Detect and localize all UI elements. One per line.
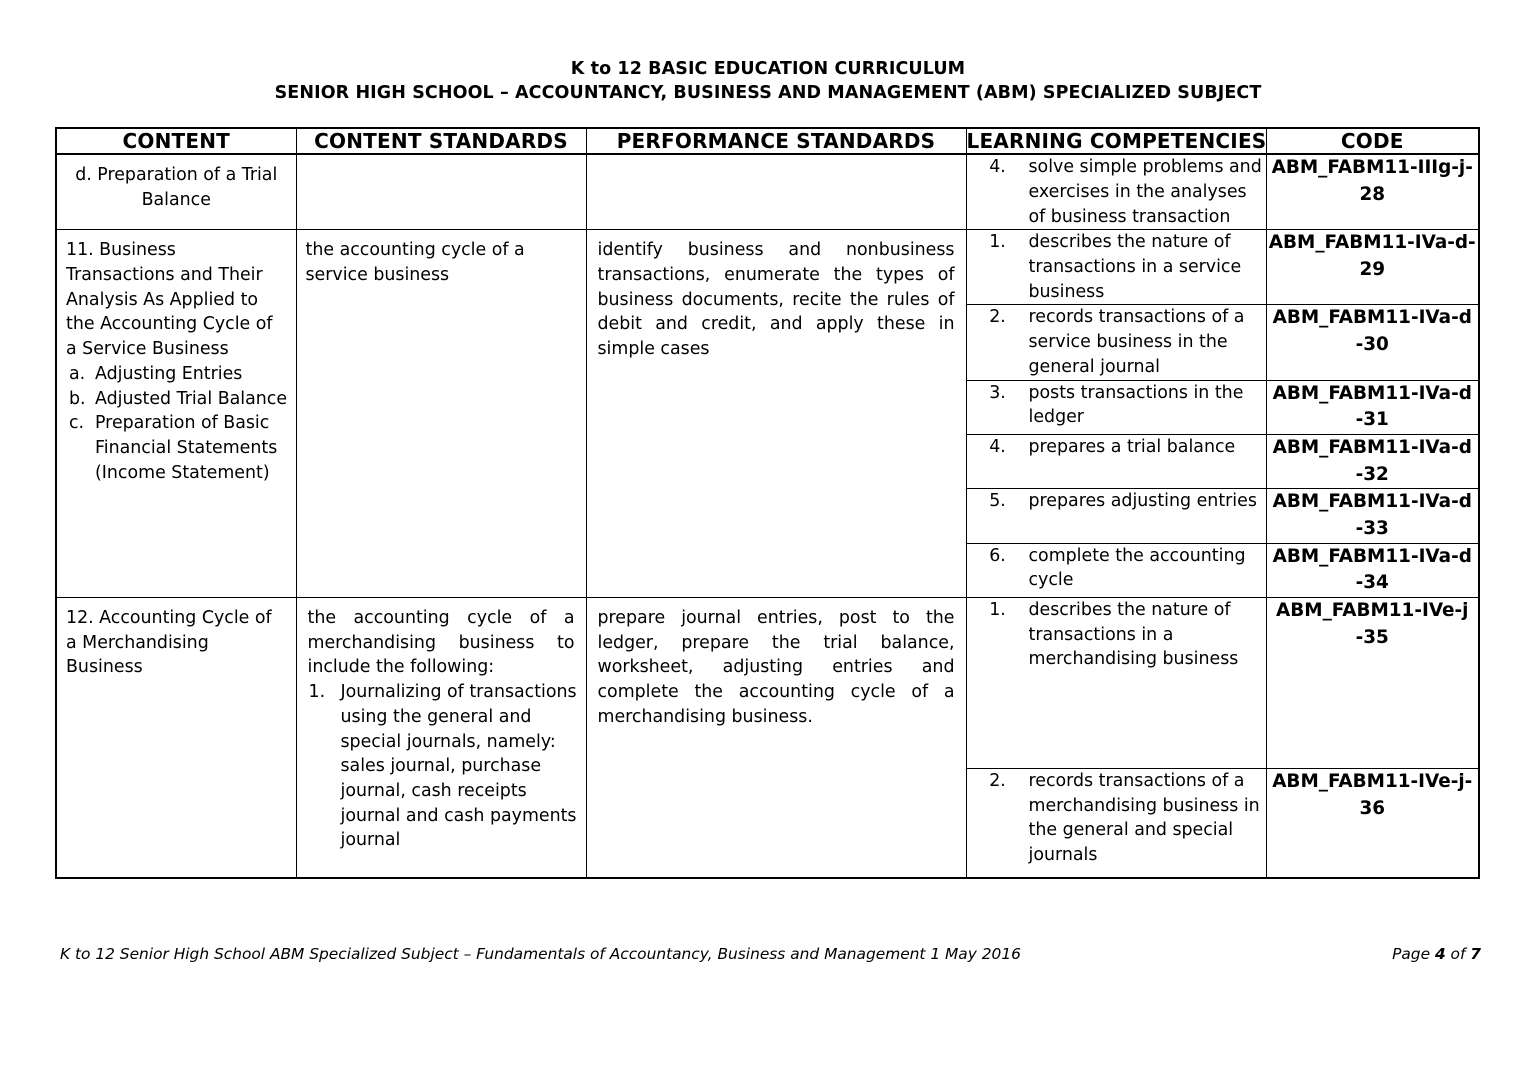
list-marker: a. (69, 363, 86, 384)
curriculum-table (55, 127, 1480, 879)
content-standard-text: the accounting cycle of a service business (305, 240, 525, 286)
competency-list (967, 305, 1266, 379)
performance-standards-cell (586, 230, 966, 598)
footer-page-prefix: Page (1392, 945, 1435, 963)
competency-text: describes the nature of transactions in a service business (1028, 232, 1242, 302)
learning-competencies-cell (966, 598, 1266, 769)
content-heading (57, 598, 296, 688)
competency-number: 1. (989, 600, 1006, 621)
learning-competencies-cell (966, 305, 1266, 380)
performance-standard-text (587, 155, 966, 171)
competency-list (967, 769, 1266, 877)
content-item-list (57, 155, 296, 220)
competency-text: records transactions of a merchandising business in the general and special journals (1028, 771, 1260, 866)
curriculum-table-wrap (55, 127, 1478, 879)
content-item-text-r0-0: d. Preparation of a Trial Balance (75, 165, 278, 210)
performance-standards-cell (586, 154, 966, 230)
code-cell: ABM_FABM11-IVe-j-36 (1266, 769, 1479, 879)
column-header-content-standards: CONTENT STANDARDS (296, 128, 586, 154)
list-marker: 1. (308, 682, 326, 703)
learning-competencies-cell (966, 434, 1266, 488)
competency-row (967, 305, 1266, 379)
content-heading: 11. Business Transactions and Their Analysis As Applied to the Accounting Cycle of a Service Business (66, 240, 273, 360)
learning-competencies-cell (966, 230, 1266, 305)
list-item-text: Adjusting Entries (95, 363, 243, 384)
competency-list (967, 544, 1266, 593)
competency-number: 5. (989, 491, 1006, 512)
competency-text: posts transactions in the ledger (1028, 382, 1244, 428)
competency-row (967, 598, 1266, 768)
performance-standard-text: prepare journal entries, post to the ledger, prepare the trial balance, worksheet, adjusting entries and complete the accounting cycle of a merchandising business. (597, 608, 955, 727)
competency-number: 4. (989, 436, 1006, 457)
content-cell (56, 598, 296, 879)
learning-competencies-cell (966, 489, 1266, 543)
learning-competencies-cell (966, 543, 1266, 597)
footer-page-total: 7 (1470, 945, 1481, 963)
content-standard-text (297, 155, 586, 171)
competency-number: 6. (989, 545, 1006, 566)
competency-row (967, 155, 1266, 229)
table-header-row (56, 128, 1479, 154)
footer-page-indicator (1392, 945, 1481, 963)
competency-list (967, 489, 1266, 514)
header-line-curriculum: K to 12 BASIC EDUCATION CURRICULUM (570, 59, 966, 79)
content-standards-cell (296, 154, 586, 230)
footer-page-middle: of (1445, 945, 1471, 963)
competency-list (967, 598, 1266, 768)
document-footer (60, 945, 1481, 963)
content-standard-sub-item-list (297, 680, 586, 853)
code-cell: ABM_FABM11-IVa-d -31 (1266, 380, 1479, 434)
content-standards-cell (296, 598, 586, 879)
competency-row (967, 544, 1266, 593)
code-cell: ABM_FABM11-IVa-d -30 (1266, 305, 1479, 380)
content-cell (56, 230, 296, 598)
competency-row (967, 489, 1266, 514)
competency-list (967, 155, 1266, 229)
table-row (56, 230, 1479, 305)
list-item (57, 362, 296, 387)
footer-left-text: K to 12 Senior High School ABM Specialized Subject – Fundamentals of Accountancy, Business and Management 1 May 2016 (60, 945, 1021, 963)
table-row (56, 598, 1479, 769)
competency-text: prepares a trial balance (1028, 436, 1236, 457)
learning-competencies-cell (966, 154, 1266, 230)
list-item-text: Preparation of Basic Financial Statements (Income Statement) (95, 413, 278, 483)
content-cell (56, 154, 296, 230)
competency-number: 1. (989, 232, 1006, 253)
competency-text: complete the accounting cycle (1028, 545, 1246, 591)
competency-text: solve simple problems and exercises in the analyses of business transaction (1028, 157, 1262, 227)
list-item (57, 411, 296, 485)
column-header-learning-competencies: LEARNING COMPETENCIES (966, 129, 1267, 154)
competency-number: 4. (989, 157, 1006, 178)
content-item (66, 163, 287, 212)
list-marker: c. (69, 413, 85, 434)
competency-text: describes the nature of transactions in a merchandising business (1028, 600, 1239, 670)
code-cell: ABM_FABM11-IVa-d -32 (1266, 434, 1479, 488)
list-marker: b. (69, 388, 86, 409)
code-cell: ABM_FABM11-IVa-d -34 (1266, 543, 1479, 597)
learning-competencies-cell (966, 380, 1266, 434)
competency-list (967, 381, 1266, 430)
list-item (57, 387, 296, 412)
content-sub-item-list (57, 362, 296, 486)
column-header-code: CODE (1266, 128, 1479, 154)
competency-text: records transactions of a service business in the general journal (1028, 307, 1245, 377)
competency-row (967, 230, 1266, 304)
content-heading-text: 12. Accounting Cycle of a Merchandising Business (66, 608, 272, 678)
document-header (0, 0, 1536, 105)
competency-number: 2. (989, 771, 1006, 792)
list-item (297, 680, 586, 853)
competency-row (967, 381, 1266, 430)
competency-row (967, 769, 1266, 877)
competency-list (967, 230, 1266, 304)
list-item-text: Journalizing of transactions using the general and special journals, namely: sales journal, purchase journal, cash receipts journal and cash payments journal (340, 682, 577, 851)
content-standards-cell (296, 230, 586, 598)
code-cell: ABM_FABM11-IIIg-j-28 (1266, 154, 1479, 230)
column-header-performance-standards: PERFORMANCE STANDARDS (586, 128, 966, 154)
learning-competencies-cell (966, 769, 1266, 879)
content-standard-text: the accounting cycle of a merchandising business to include the following: (307, 608, 575, 678)
competency-number: 2. (989, 307, 1006, 328)
header-line-subject: SENIOR HIGH SCHOOL – ACCOUNTANCY, BUSINESS AND MANAGEMENT (ABM) SPECIALIZED SUBJECT (274, 82, 1262, 103)
performance-standard-text: identify business and nonbusiness transactions, enumerate the types of business documents, recite the rules of debit and credit, and apply these in simple cases (597, 240, 955, 360)
competency-list (967, 435, 1266, 460)
competency-number: 3. (989, 382, 1006, 403)
table-row (56, 154, 1479, 230)
code-cell: ABM_FABM11-IVe-j -35 (1266, 598, 1479, 769)
competency-text: prepares adjusting entries (1028, 491, 1257, 512)
code-cell: ABM_FABM11-IVa-d-29 (1266, 230, 1479, 305)
competency-row (967, 435, 1266, 460)
footer-page-number: 4 (1434, 945, 1446, 963)
performance-standards-cell (586, 598, 966, 879)
column-header-content: CONTENT (56, 128, 296, 154)
list-item-text: Adjusted Trial Balance (95, 388, 288, 409)
code-cell: ABM_FABM11-IVa-d -33 (1266, 489, 1479, 543)
